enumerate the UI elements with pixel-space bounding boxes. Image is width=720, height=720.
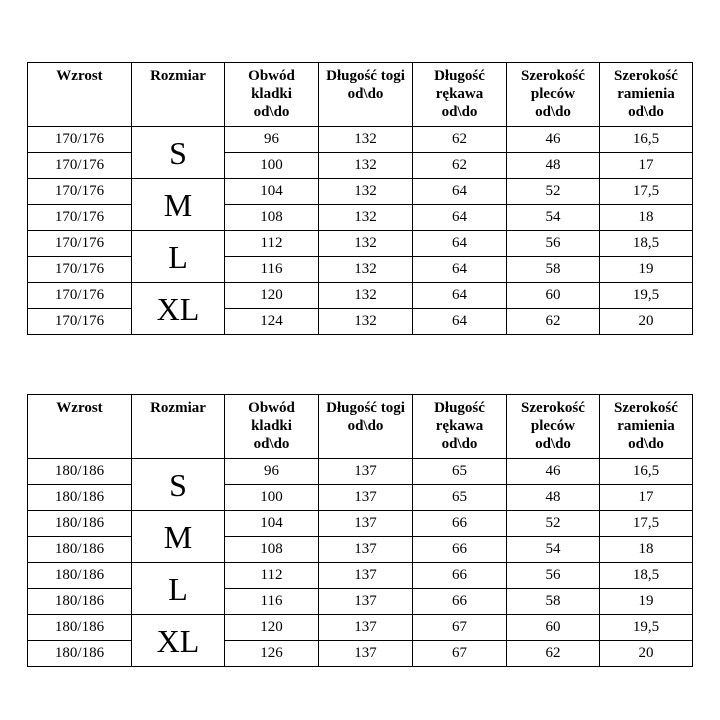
shoulder-cell: 17,5 [600, 511, 693, 537]
length-cell: 132 [319, 283, 413, 309]
length-cell: 132 [319, 309, 413, 335]
shoulder-cell: 18 [600, 205, 693, 231]
shoulder-cell: 17,5 [600, 179, 693, 205]
shoulder-cell: 19 [600, 257, 693, 283]
shoulder-cell: 20 [600, 641, 693, 667]
table-row [28, 179, 693, 205]
height-cell: 170/176 [28, 127, 132, 153]
chest-cell: 126 [225, 641, 319, 667]
back-cell: 46 [507, 127, 600, 153]
table-row [28, 485, 693, 511]
height-cell: 180/186 [28, 641, 132, 667]
chest-cell: 112 [225, 231, 319, 257]
height-cell: 180/186 [28, 459, 132, 485]
back-cell: 54 [507, 537, 600, 563]
header-gown-length: Długość togi od\do [319, 395, 413, 459]
header-chest: Obwód kladki od\do [225, 63, 319, 127]
back-cell: 60 [507, 615, 600, 641]
chest-cell: 120 [225, 615, 319, 641]
shoulder-cell: 17 [600, 485, 693, 511]
sleeve-cell: 66 [413, 589, 507, 615]
chest-cell: 112 [225, 563, 319, 589]
height-cell: 170/176 [28, 231, 132, 257]
chest-cell: 120 [225, 283, 319, 309]
size-cell: XL [132, 283, 225, 335]
table-row [28, 127, 693, 153]
length-cell: 137 [319, 537, 413, 563]
length-cell: 137 [319, 485, 413, 511]
shoulder-cell: 18,5 [600, 231, 693, 257]
shoulder-cell: 18 [600, 537, 693, 563]
height-cell: 170/176 [28, 179, 132, 205]
table-row [28, 205, 693, 231]
length-cell: 132 [319, 153, 413, 179]
table-row [28, 563, 693, 589]
header-sleeve-length: Długość rękawa od\do [413, 63, 507, 127]
shoulder-cell: 19,5 [600, 615, 693, 641]
shoulder-cell: 16,5 [600, 459, 693, 485]
chest-cell: 96 [225, 459, 319, 485]
sleeve-cell: 66 [413, 563, 507, 589]
size-cell: XL [132, 615, 225, 667]
chest-cell: 104 [225, 511, 319, 537]
sleeve-cell: 62 [413, 153, 507, 179]
height-cell: 170/176 [28, 309, 132, 335]
header-sleeve-length: Długość rękawa od\do [413, 395, 507, 459]
table-row [28, 641, 693, 667]
chest-cell: 116 [225, 257, 319, 283]
table-row [28, 511, 693, 537]
shoulder-cell: 16,5 [600, 127, 693, 153]
length-cell: 137 [319, 459, 413, 485]
height-cell: 180/186 [28, 537, 132, 563]
chest-cell: 100 [225, 153, 319, 179]
header-back-width: Szerokość pleców od\do [507, 395, 600, 459]
sleeve-cell: 64 [413, 257, 507, 283]
length-cell: 137 [319, 589, 413, 615]
shoulder-cell: 19,5 [600, 283, 693, 309]
header-gown-length: Długość togi od\do [319, 63, 413, 127]
table-row [28, 537, 693, 563]
length-cell: 132 [319, 257, 413, 283]
height-cell: 170/176 [28, 153, 132, 179]
table-row [28, 459, 693, 485]
height-cell: 170/176 [28, 283, 132, 309]
table-row [28, 309, 693, 335]
back-cell: 58 [507, 257, 600, 283]
header-row [28, 395, 693, 459]
back-cell: 46 [507, 459, 600, 485]
length-cell: 137 [319, 641, 413, 667]
chest-cell: 100 [225, 485, 319, 511]
shoulder-cell: 20 [600, 309, 693, 335]
back-cell: 56 [507, 231, 600, 257]
sleeve-cell: 64 [413, 309, 507, 335]
sleeve-cell: 66 [413, 537, 507, 563]
length-cell: 137 [319, 511, 413, 537]
back-cell: 56 [507, 563, 600, 589]
chest-cell: 108 [225, 205, 319, 231]
length-cell: 137 [319, 615, 413, 641]
header-size: Rozmiar [132, 395, 225, 459]
shoulder-cell: 19 [600, 589, 693, 615]
height-cell: 180/186 [28, 511, 132, 537]
header-shoulder-width: Szerokość ramienia od\do [600, 395, 693, 459]
sleeve-cell: 64 [413, 205, 507, 231]
height-cell: 170/176 [28, 257, 132, 283]
back-cell: 62 [507, 641, 600, 667]
sleeve-cell: 64 [413, 179, 507, 205]
shoulder-cell: 17 [600, 153, 693, 179]
chest-cell: 104 [225, 179, 319, 205]
size-table-180-186 [27, 394, 693, 667]
back-cell: 52 [507, 179, 600, 205]
sleeve-cell: 66 [413, 511, 507, 537]
sleeve-cell: 65 [413, 459, 507, 485]
back-cell: 58 [507, 589, 600, 615]
header-height: Wzrost [28, 395, 132, 459]
height-cell: 180/186 [28, 563, 132, 589]
back-cell: 54 [507, 205, 600, 231]
table-row [28, 589, 693, 615]
table-row [28, 283, 693, 309]
size-cell: S [132, 127, 225, 179]
chest-cell: 96 [225, 127, 319, 153]
height-cell: 180/186 [28, 485, 132, 511]
header-height: Wzrost [28, 63, 132, 127]
size-table-170-176 [27, 62, 693, 335]
length-cell: 137 [319, 563, 413, 589]
sleeve-cell: 64 [413, 231, 507, 257]
header-size: Rozmiar [132, 63, 225, 127]
header-back-width: Szerokość pleców od\do [507, 63, 600, 127]
table-row [28, 153, 693, 179]
length-cell: 132 [319, 127, 413, 153]
length-cell: 132 [319, 205, 413, 231]
sleeve-cell: 62 [413, 127, 507, 153]
shoulder-cell: 18,5 [600, 563, 693, 589]
table-row [28, 615, 693, 641]
sleeve-cell: 65 [413, 485, 507, 511]
height-cell: 180/186 [28, 615, 132, 641]
back-cell: 52 [507, 511, 600, 537]
size-cell: M [132, 179, 225, 231]
header-row [28, 63, 693, 127]
table-row [28, 257, 693, 283]
chest-cell: 124 [225, 309, 319, 335]
table-row [28, 231, 693, 257]
header-shoulder-width: Szerokość ramienia od\do [600, 63, 693, 127]
header-chest: Obwód kladki od\do [225, 395, 319, 459]
size-cell: M [132, 511, 225, 563]
height-cell: 170/176 [28, 205, 132, 231]
height-cell: 180/186 [28, 589, 132, 615]
sleeve-cell: 64 [413, 283, 507, 309]
back-cell: 60 [507, 283, 600, 309]
length-cell: 132 [319, 179, 413, 205]
chest-cell: 116 [225, 589, 319, 615]
length-cell: 132 [319, 231, 413, 257]
back-cell: 62 [507, 309, 600, 335]
size-cell: L [132, 231, 225, 283]
back-cell: 48 [507, 485, 600, 511]
chest-cell: 108 [225, 537, 319, 563]
sleeve-cell: 67 [413, 641, 507, 667]
back-cell: 48 [507, 153, 600, 179]
size-cell: L [132, 563, 225, 615]
sleeve-cell: 67 [413, 615, 507, 641]
size-cell: S [132, 459, 225, 511]
